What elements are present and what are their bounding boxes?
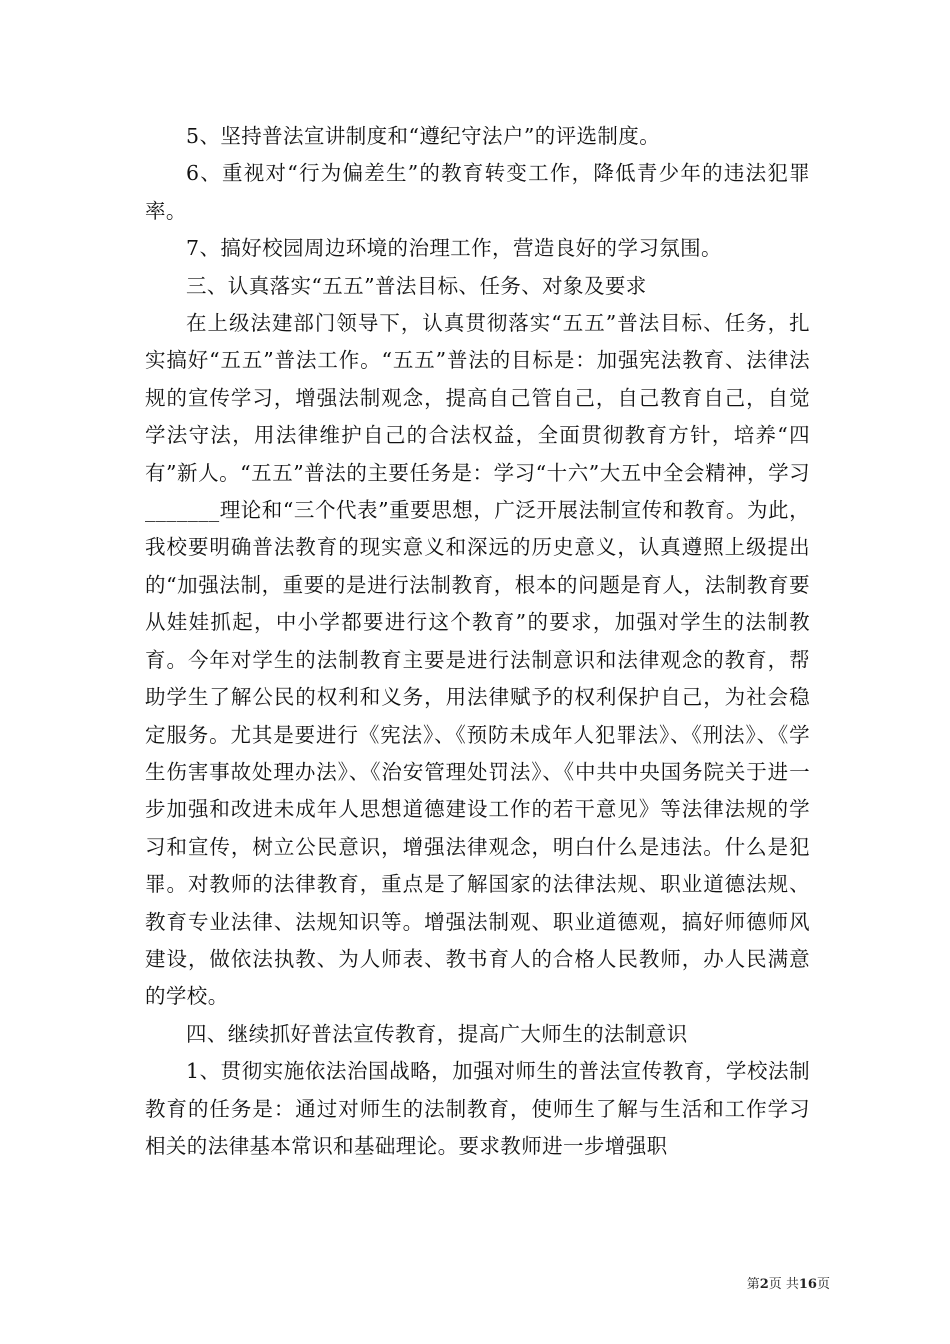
paragraph-item-7: 7、搞好校园周边环境的治理工作，营造良好的学习氛围。 (186, 236, 722, 261)
paragraph-item-1: 1、贯彻实施依法治国战略，加强对师生的普法宣传教育，学校法制教育的任务是：通过对师生的法制教育，使师生了解与生活和工作学习相关的法律基本常识和基础理论。要求教师进一步增强职 (145, 1059, 810, 1158)
paragraph-item-5: 5、坚持普法宣讲制度和“遵纪守法户”的评选制度。 (186, 124, 661, 148)
footer-prefix: 第 (746, 1277, 760, 1292)
total-page-number: 16 (798, 1277, 817, 1292)
paragraph-item-6: 6、重视对“行为偏差生”的教育转变工作，降低青少年的违法犯罪率。 (145, 161, 810, 223)
document-body (145, 118, 810, 1165)
current-page-number: 2 (759, 1277, 769, 1292)
footer-middle: 页 共 (768, 1277, 799, 1292)
footer-suffix: 页 (816, 1277, 830, 1292)
paragraph-main-body: 在上级法建部门领导下，认真贯彻落实“五五”普法目标、任务，扎实搞好“五五”普法工作。“五五”普法的目标是：加强宪法教育、法律法规的宣传学习，增强法制观念，提高自己管自己，自己教育自己，自觉学法守法，用法律维护自己的合法权益，全面贯彻教育方针，培养“四有”新人。“五五”普法的主要任务是：学习“十六”大五中全会精神，学习_______理论和“三个代表”重要思想，广泛开展法制宣传和教育。为此，我校要明确普法教育的现实意义和深远的历史意义，认真遵照上级提出的“加强法制，重要的是进行法制教育，根本的问题是育人，法制教育要从娃娃抓起，中小学都要进行这个教育”的要求，加强对学生的法制教育。今年对学生的法制教育主要是进行法制意识和法律观念的教育，帮助学生了解公民的权利和义务，用法律赋予的权利保护自己，为社会稳定服务。尤其是要进行《宪法》、《预防未成年人犯罪法》、《刑法》、《学生伤害事故处理办法》、《治安管理处罚法》、《中共中央国务院关于进一步加强和改进未成年人思想道德建设工作的若干意见》等法律法规的学习和宣传，树立公民意识，增强法律观念，明白什么是违法。什么是犯罪。对教师的法律教育，重点是了解国家的法律法规、职业道德法规、教育专业法律、法规知识等。增强法制观、职业道德观，搞好师德师风建设，做依法执教、为人师表、教书育人的合格人民教师，办人民满意的学校。 (145, 311, 810, 1009)
section-heading-3: 三、认真落实“五五”普法目标、任务、对象及要求 (186, 273, 647, 298)
page-footer (0, 1276, 830, 1294)
section-heading-4: 四、继续抓好普法宣传教育，提高广大师生的法制意识 (186, 1021, 688, 1046)
